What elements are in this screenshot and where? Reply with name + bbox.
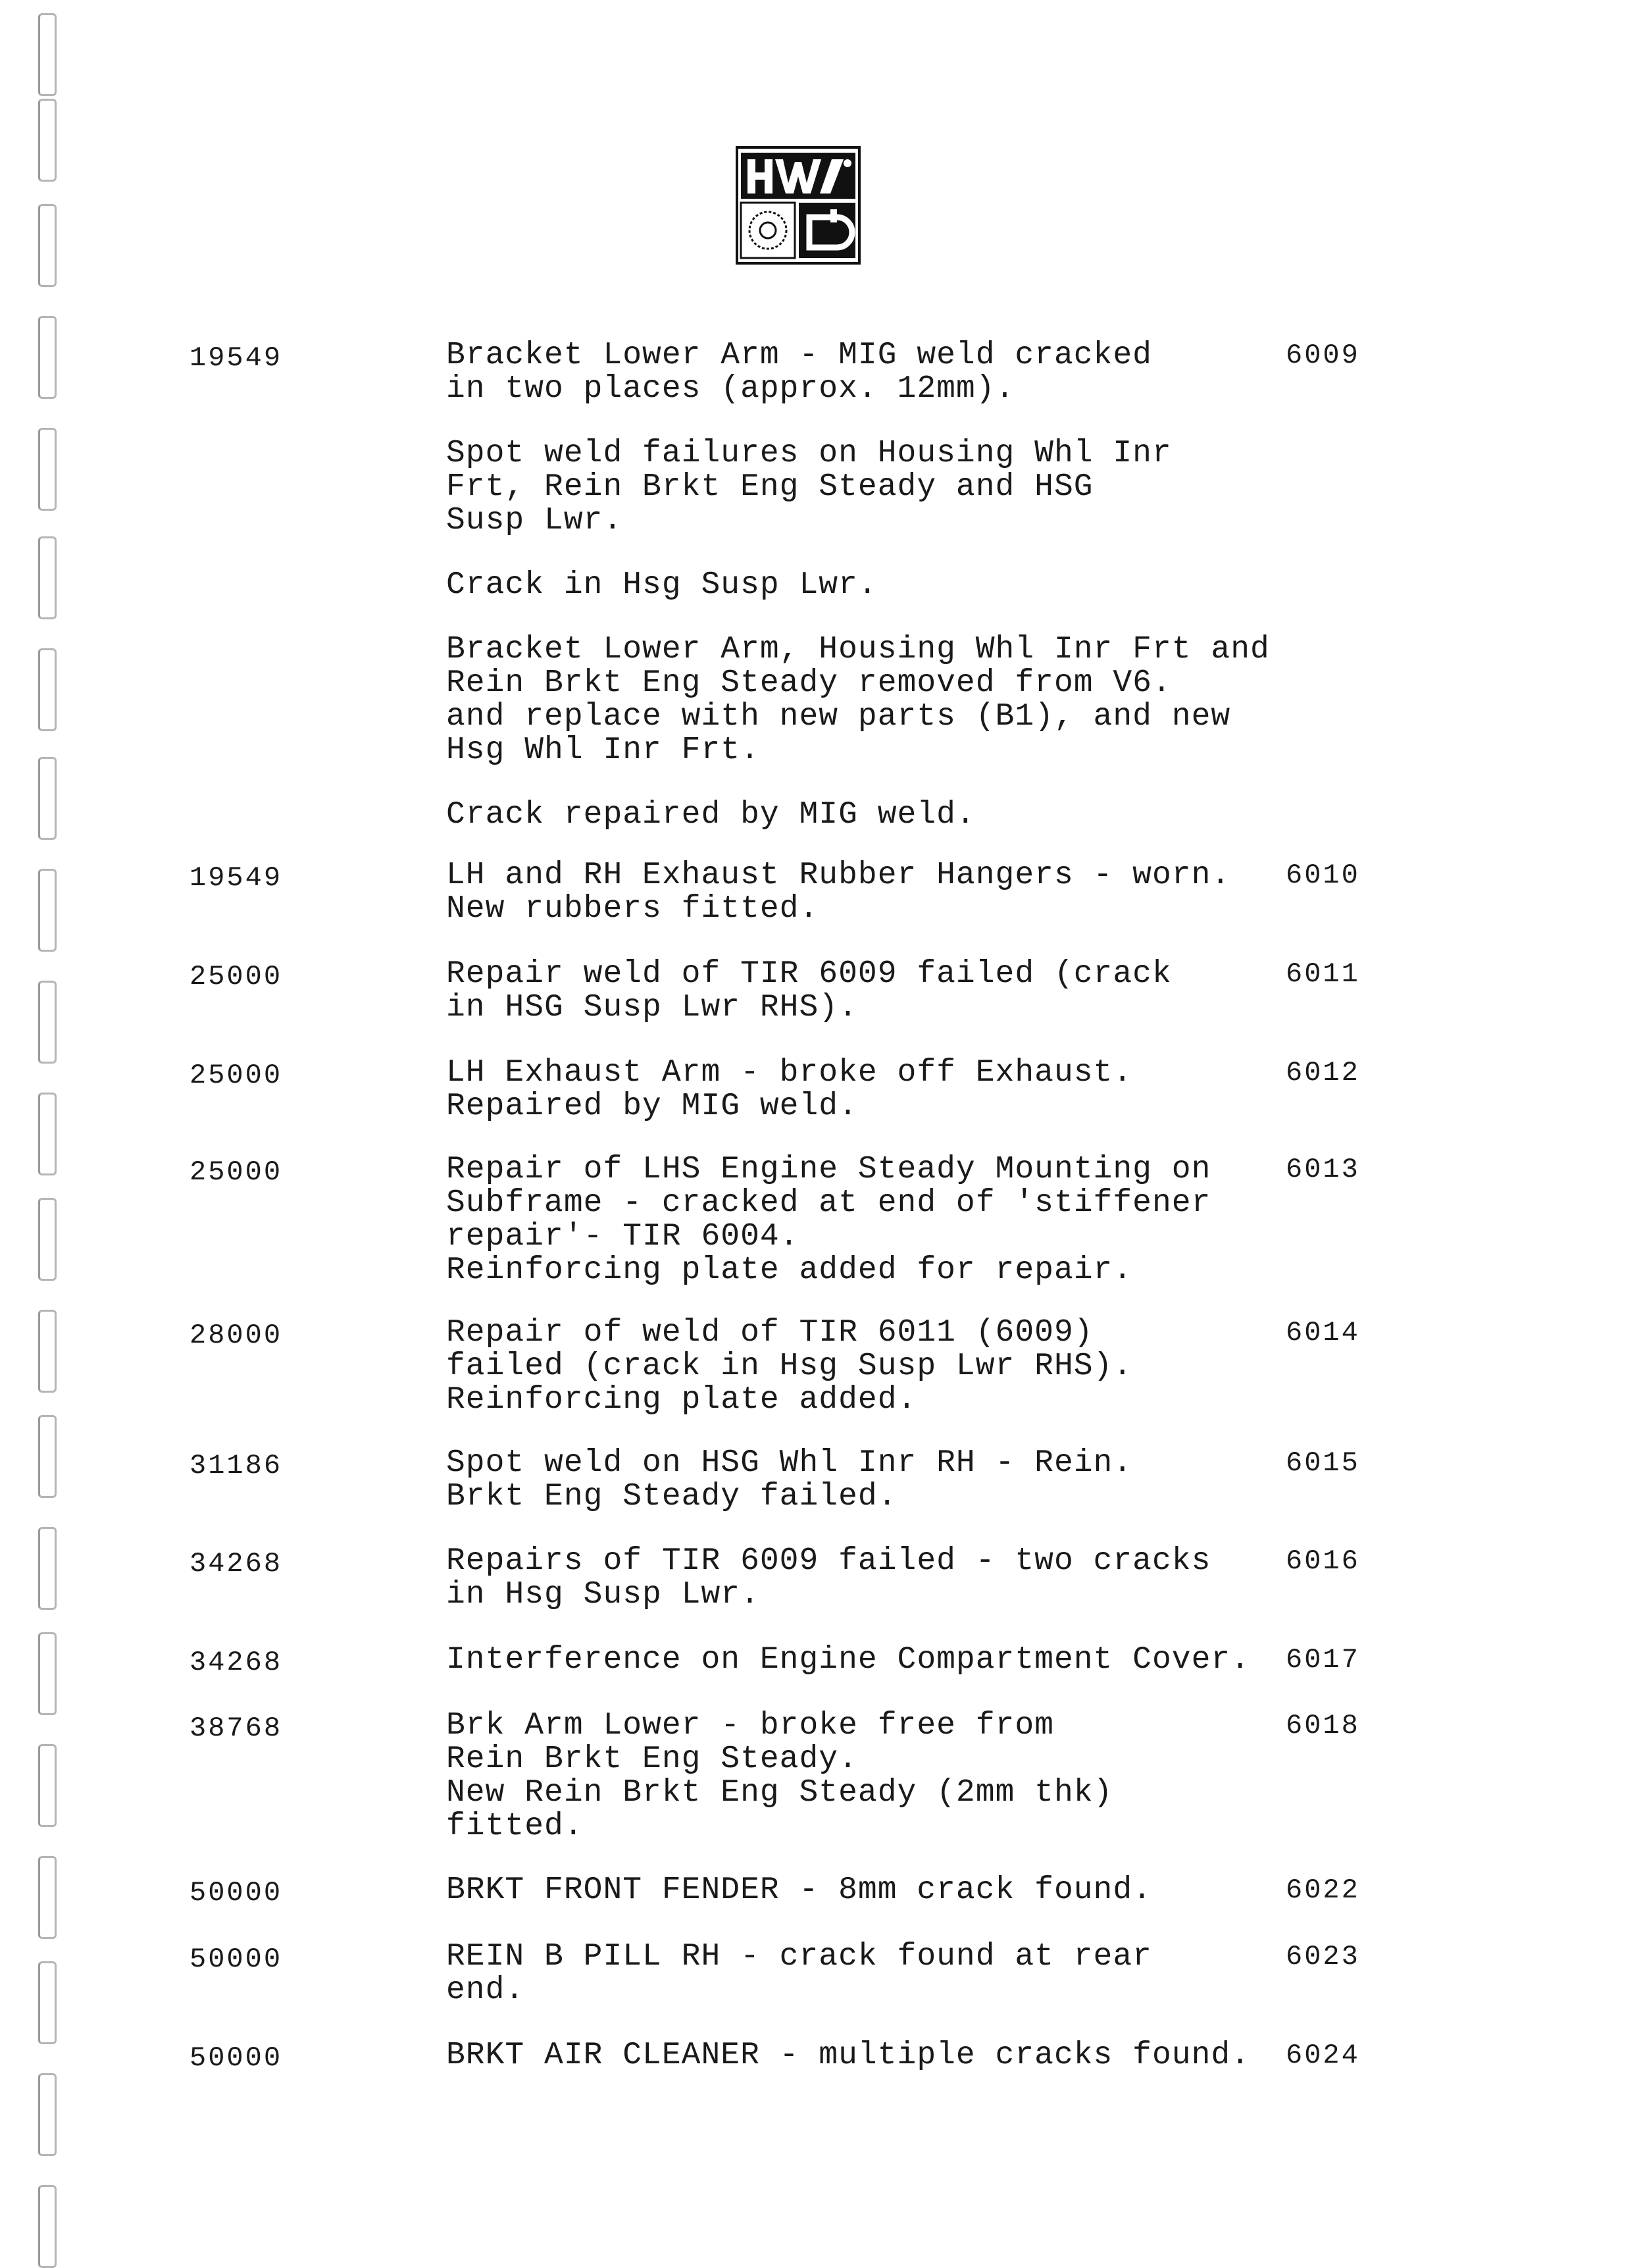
- description-paragraph: [446, 1545, 1288, 1612]
- description-line: Brkt Eng Steady failed.: [446, 1479, 898, 1514]
- description-paragraph: [446, 2039, 1288, 2073]
- binder-hole: [38, 757, 57, 840]
- record-mileage: 25000: [190, 961, 283, 992]
- description-line: Hsg Whl Inr Frt.: [446, 733, 760, 768]
- description-line: repair'- TIR 6004.: [446, 1219, 799, 1254]
- record-tir-number: 6023: [1286, 1941, 1360, 1972]
- description-paragraph: [446, 569, 1288, 602]
- record-tir-number: 6010: [1286, 860, 1360, 891]
- description-line: Rein Brkt Eng Steady removed from V6.: [446, 665, 1172, 701]
- record-tir-number: 6017: [1286, 1644, 1360, 1676]
- binder-hole: [38, 1961, 57, 2044]
- description-line: Bracket Lower Arm - MIG weld cracked: [446, 338, 1152, 373]
- record-mileage: 50000: [190, 2042, 283, 2074]
- binder-hole: [38, 1415, 57, 1498]
- description-line: Repair of LHS Engine Steady Mounting on: [446, 1152, 1211, 1187]
- record-description: [446, 1316, 1288, 1417]
- company-logo: [736, 146, 861, 265]
- description-line: New rubbers fitted.: [446, 891, 819, 927]
- description-line: Repair of weld of TIR 6011 (6009): [446, 1315, 1094, 1351]
- description-line: BRKT AIR CLEANER - multiple cracks found.: [446, 2038, 1250, 2073]
- binder-hole: [38, 1310, 57, 1393]
- record-mileage: 38768: [190, 1713, 283, 1744]
- record-mileage: 50000: [190, 1944, 283, 1975]
- record-tir-number: 6009: [1286, 340, 1360, 371]
- binder-hole: [38, 1856, 57, 1939]
- record-tir-number: 6011: [1286, 958, 1360, 990]
- record-description: [446, 1447, 1288, 1514]
- description-line: Crack repaired by MIG weld.: [446, 797, 976, 833]
- binder-hole: [38, 869, 57, 952]
- description-line: LH and RH Exhaust Rubber Hangers - worn.: [446, 858, 1231, 893]
- binder-hole: [38, 316, 57, 399]
- description-line: REIN B PILL RH - crack found at rear: [446, 1939, 1152, 1974]
- record-description: [446, 1545, 1288, 1612]
- description-line: Spot weld on HSG Whl Inr RH - Rein.: [446, 1445, 1133, 1481]
- record-mileage: 34268: [190, 1647, 283, 1678]
- description-line: Repaired by MIG weld.: [446, 1089, 858, 1124]
- record-tir-number: 6015: [1286, 1447, 1360, 1479]
- description-line: Subframe - cracked at end of 'stiffener: [446, 1185, 1211, 1221]
- description-line: Reinforcing plate added for repair.: [446, 1252, 1133, 1288]
- record-mileage: 19549: [190, 342, 283, 374]
- record-mileage: 50000: [190, 1877, 283, 1909]
- description-line: BRKT FRONT FENDER - 8mm crack found.: [446, 1872, 1152, 1908]
- record-tir-number: 6022: [1286, 1874, 1360, 1906]
- binder-hole: [38, 1632, 57, 1715]
- description-line: in Hsg Susp Lwr.: [446, 1577, 760, 1612]
- record-description: [446, 1153, 1288, 1287]
- record-description: [446, 1709, 1288, 1843]
- record-description: [446, 859, 1288, 926]
- description-paragraph: [446, 1709, 1288, 1843]
- description-line: in HSG Susp Lwr RHS).: [446, 990, 858, 1025]
- description-line: Reinforcing plate added.: [446, 1382, 917, 1418]
- hwi-logo-icon: [738, 149, 858, 262]
- binder-hole: [38, 1198, 57, 1281]
- record-mileage: 25000: [190, 1060, 283, 1091]
- description-paragraph: [446, 1316, 1288, 1417]
- record-tir-number: 6012: [1286, 1057, 1360, 1089]
- description-paragraph: [446, 958, 1288, 1025]
- description-line: Crack in Hsg Susp Lwr.: [446, 567, 878, 603]
- record-description: [446, 1643, 1288, 1677]
- record-tir-number: 6014: [1286, 1317, 1360, 1349]
- description-paragraph: [446, 1940, 1288, 2007]
- binder-hole: [38, 981, 57, 1064]
- binder-hole: [38, 99, 57, 182]
- description-paragraph: [446, 1447, 1288, 1514]
- binder-hole: [38, 2185, 57, 2268]
- description-line: Bracket Lower Arm, Housing Whl Inr Frt and: [446, 632, 1270, 667]
- binder-hole: [38, 1093, 57, 1175]
- record-description: [446, 1940, 1288, 2007]
- record-mileage: 28000: [190, 1320, 283, 1351]
- binder-hole: [38, 1744, 57, 1827]
- description-paragraph: [446, 437, 1288, 538]
- description-line: Rein Brkt Eng Steady.: [446, 1741, 858, 1777]
- record-tir-number: 6018: [1286, 1710, 1360, 1741]
- description-line: in two places (approx. 12mm).: [446, 371, 1015, 407]
- description-line: Brk Arm Lower - broke free from: [446, 1708, 1054, 1743]
- description-line: Repairs of TIR 6009 failed - two cracks: [446, 1543, 1211, 1579]
- description-line: Repair weld of TIR 6009 failed (crack: [446, 956, 1172, 992]
- binder-holes: [26, 0, 66, 2263]
- record-description: [446, 2039, 1288, 2073]
- record-description: [446, 958, 1288, 1025]
- binder-hole: [38, 536, 57, 619]
- description-paragraph: [446, 339, 1288, 406]
- record-tir-number: 6013: [1286, 1154, 1360, 1185]
- description-paragraph: [446, 1643, 1288, 1677]
- binder-hole: [38, 13, 57, 96]
- description-line: New Rein Brkt Eng Steady (2mm thk): [446, 1775, 1113, 1811]
- description-line: Interference on Engine Compartment Cover.: [446, 1642, 1250, 1678]
- description-paragraph: [446, 1153, 1288, 1287]
- description-line: Frt, Rein Brkt Eng Steady and HSG: [446, 469, 1094, 505]
- record-description: [446, 339, 1288, 832]
- record-mileage: 25000: [190, 1156, 283, 1188]
- description-line: and replace with new parts (B1), and new: [446, 699, 1231, 735]
- description-line: fitted.: [446, 1809, 584, 1844]
- description-line: end.: [446, 1972, 525, 2008]
- description-paragraph: [446, 1874, 1288, 1907]
- description-paragraph: [446, 633, 1288, 767]
- description-paragraph: [446, 859, 1288, 926]
- binder-hole: [38, 204, 57, 287]
- description-paragraph: [446, 798, 1288, 832]
- binder-hole: [38, 428, 57, 511]
- record-mileage: 34268: [190, 1548, 283, 1580]
- description-line: Spot weld failures on Housing Whl Inr: [446, 436, 1172, 471]
- description-line: LH Exhaust Arm - broke off Exhaust.: [446, 1055, 1133, 1091]
- record-mileage: 31186: [190, 1450, 283, 1482]
- binder-hole: [38, 2073, 57, 2156]
- record-tir-number: 6016: [1286, 1545, 1360, 1577]
- record-description: [446, 1056, 1288, 1123]
- record-tir-number: 6024: [1286, 2040, 1360, 2071]
- binder-hole: [38, 648, 57, 731]
- description-line: Susp Lwr.: [446, 503, 623, 538]
- binder-hole: [38, 1527, 57, 1610]
- description-line: failed (crack in Hsg Susp Lwr RHS).: [446, 1349, 1133, 1384]
- record-description: [446, 1874, 1288, 1907]
- description-paragraph: [446, 1056, 1288, 1123]
- record-mileage: 19549: [190, 862, 283, 894]
